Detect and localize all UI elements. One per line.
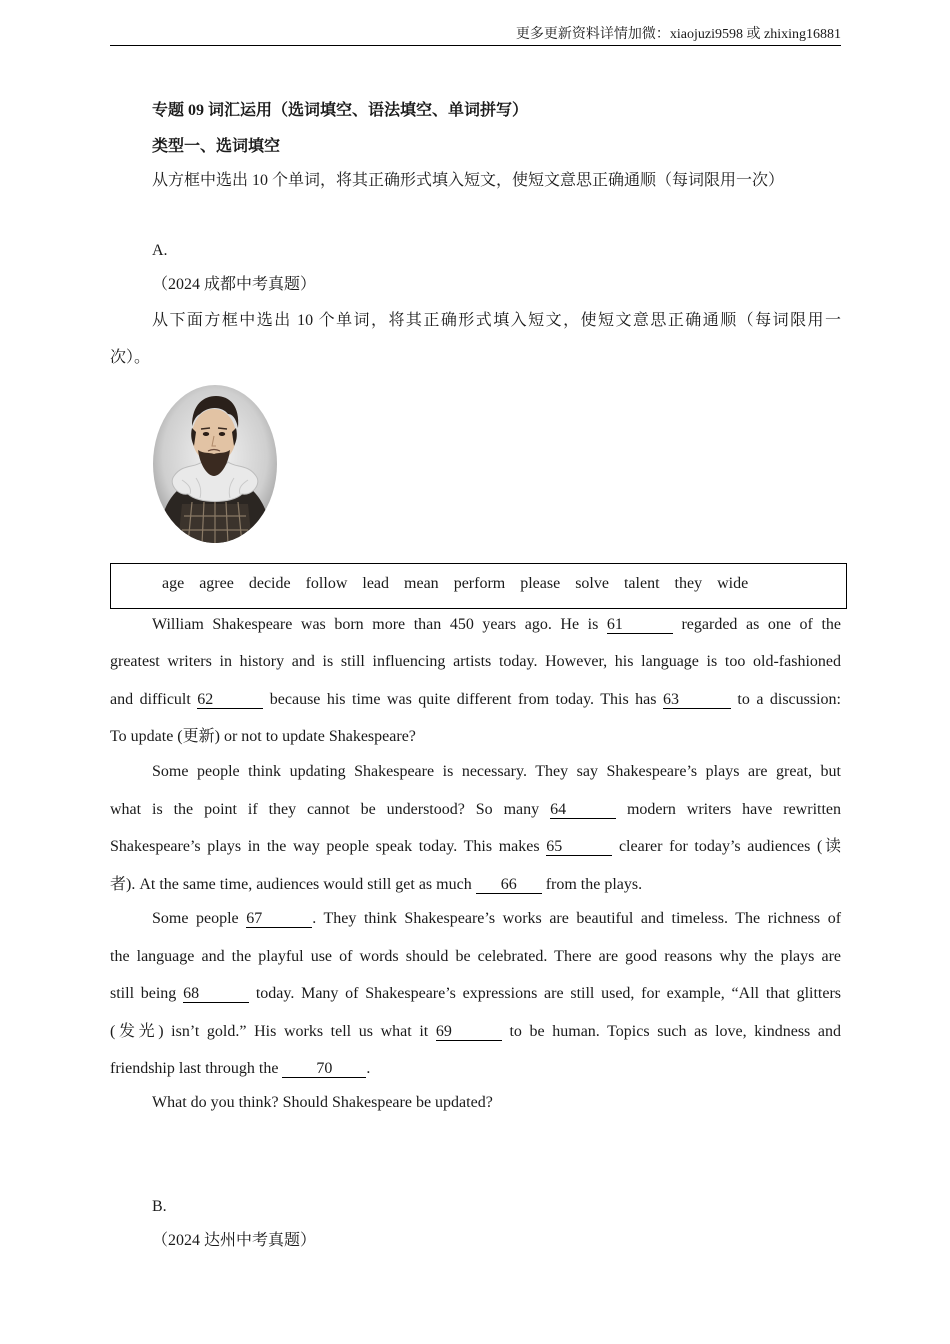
blank-69[interactable]: 69 xyxy=(436,1023,502,1041)
word-box-item: please xyxy=(520,575,561,592)
instruction: 从方框中选出 10 个单词，将其正确形式填入短文，使短文意思正确通顺（每词限用一次） xyxy=(152,172,785,189)
passage-line: 者). At the same time, audiences would still get as much 66 from the plays. xyxy=(110,876,643,893)
passage-line: friendship last through the 70 . xyxy=(110,1060,371,1077)
word-box-item: lead xyxy=(362,575,390,592)
word-box-item: follow xyxy=(305,575,348,592)
blank-70[interactable]: 70 xyxy=(282,1060,366,1078)
passage-line: William Shakespeare was born more than 450 years ago. He is 61 regarded as one of the xyxy=(152,616,842,633)
blank-62[interactable]: 62 xyxy=(197,691,263,709)
section-a-label: A. xyxy=(152,242,168,259)
section-a-source: （2024 成都中考真题） xyxy=(152,276,317,293)
blank-61[interactable]: 61 xyxy=(607,616,673,634)
blank-64[interactable]: 64 xyxy=(550,801,616,819)
word-box-item: age xyxy=(162,575,185,592)
word-list xyxy=(162,574,759,594)
word-box-item: decide xyxy=(248,575,291,592)
passage-line: the language and the playful use of words should be celebrated. There are good reasons why the plays are xyxy=(110,948,841,965)
passage-line: Some people think updating Shakespeare is necessary. They say Shakespeare’s plays are great, but xyxy=(152,763,841,780)
blank-65[interactable]: 65 xyxy=(546,838,612,856)
word-box-item: agree xyxy=(199,575,234,592)
section-a-instruction-cont: 次）。 xyxy=(110,349,151,366)
blank-63[interactable]: 63 xyxy=(663,691,731,709)
passage-line: Some people 67 . They think Shakespeare’s works are beautiful and timeless. The richness of xyxy=(152,910,842,927)
blank-66[interactable]: 66 xyxy=(476,876,542,894)
passage-line: What do you think? Should Shakespeare be updated? xyxy=(152,1094,493,1111)
passage-line: still being 68 today. Many of Shakespeare’s expressions are still used, for example, “All that glitters xyxy=(110,985,842,1002)
topic-title: 专题 09 词汇运用（选词填空、语法填空、单词拼写） xyxy=(152,102,529,119)
word-box-item: solve xyxy=(575,575,609,592)
word-box xyxy=(110,563,847,609)
passage-line: what is the point if they cannot be understood? So many 64 modern writers have rewritten xyxy=(110,801,842,818)
passage-line: Shakespeare’s plays in the way people speak today. This makes 65 clearer for today’s audiences (读 xyxy=(110,838,842,855)
passage-line: and difficult 62 because his time was quite different from today. This has 63 to a discussion: xyxy=(110,691,842,708)
passage-line: To update (更新) or not to update Shakespeare? xyxy=(110,728,416,745)
word-box-item: they xyxy=(674,575,703,592)
shakespeare-portrait xyxy=(152,384,278,544)
section-b-source: （2024 达州中考真题） xyxy=(152,1232,317,1249)
section-b-label: B. xyxy=(152,1198,167,1215)
word-box-item: wide xyxy=(717,575,749,592)
page-header: 更多更新资料详情加微：xiaojuzi9598 或 zhixing16881 xyxy=(515,27,841,42)
type-title: 类型一、选词填空 xyxy=(152,138,281,155)
section-a-instruction: 从下面方框中选出 10 个单词，将其正确形式填入短文，使短文意思正确通顺（每词限用一 xyxy=(152,312,841,329)
header-divider xyxy=(110,45,841,46)
passage-line: (发光) isn’t gold.” His works tell us what it 69 to be human. Topics such as love, kindness and xyxy=(110,1023,841,1040)
blank-68[interactable]: 68 xyxy=(183,985,249,1003)
word-box-item: talent xyxy=(623,575,660,592)
word-box-item: perform xyxy=(453,575,506,592)
blank-67[interactable]: 67 xyxy=(246,910,312,928)
word-box-item: mean xyxy=(404,575,439,592)
passage-line: greatest writers in history and is still influencing artists today. However, his language is too old-fashioned xyxy=(110,653,841,670)
